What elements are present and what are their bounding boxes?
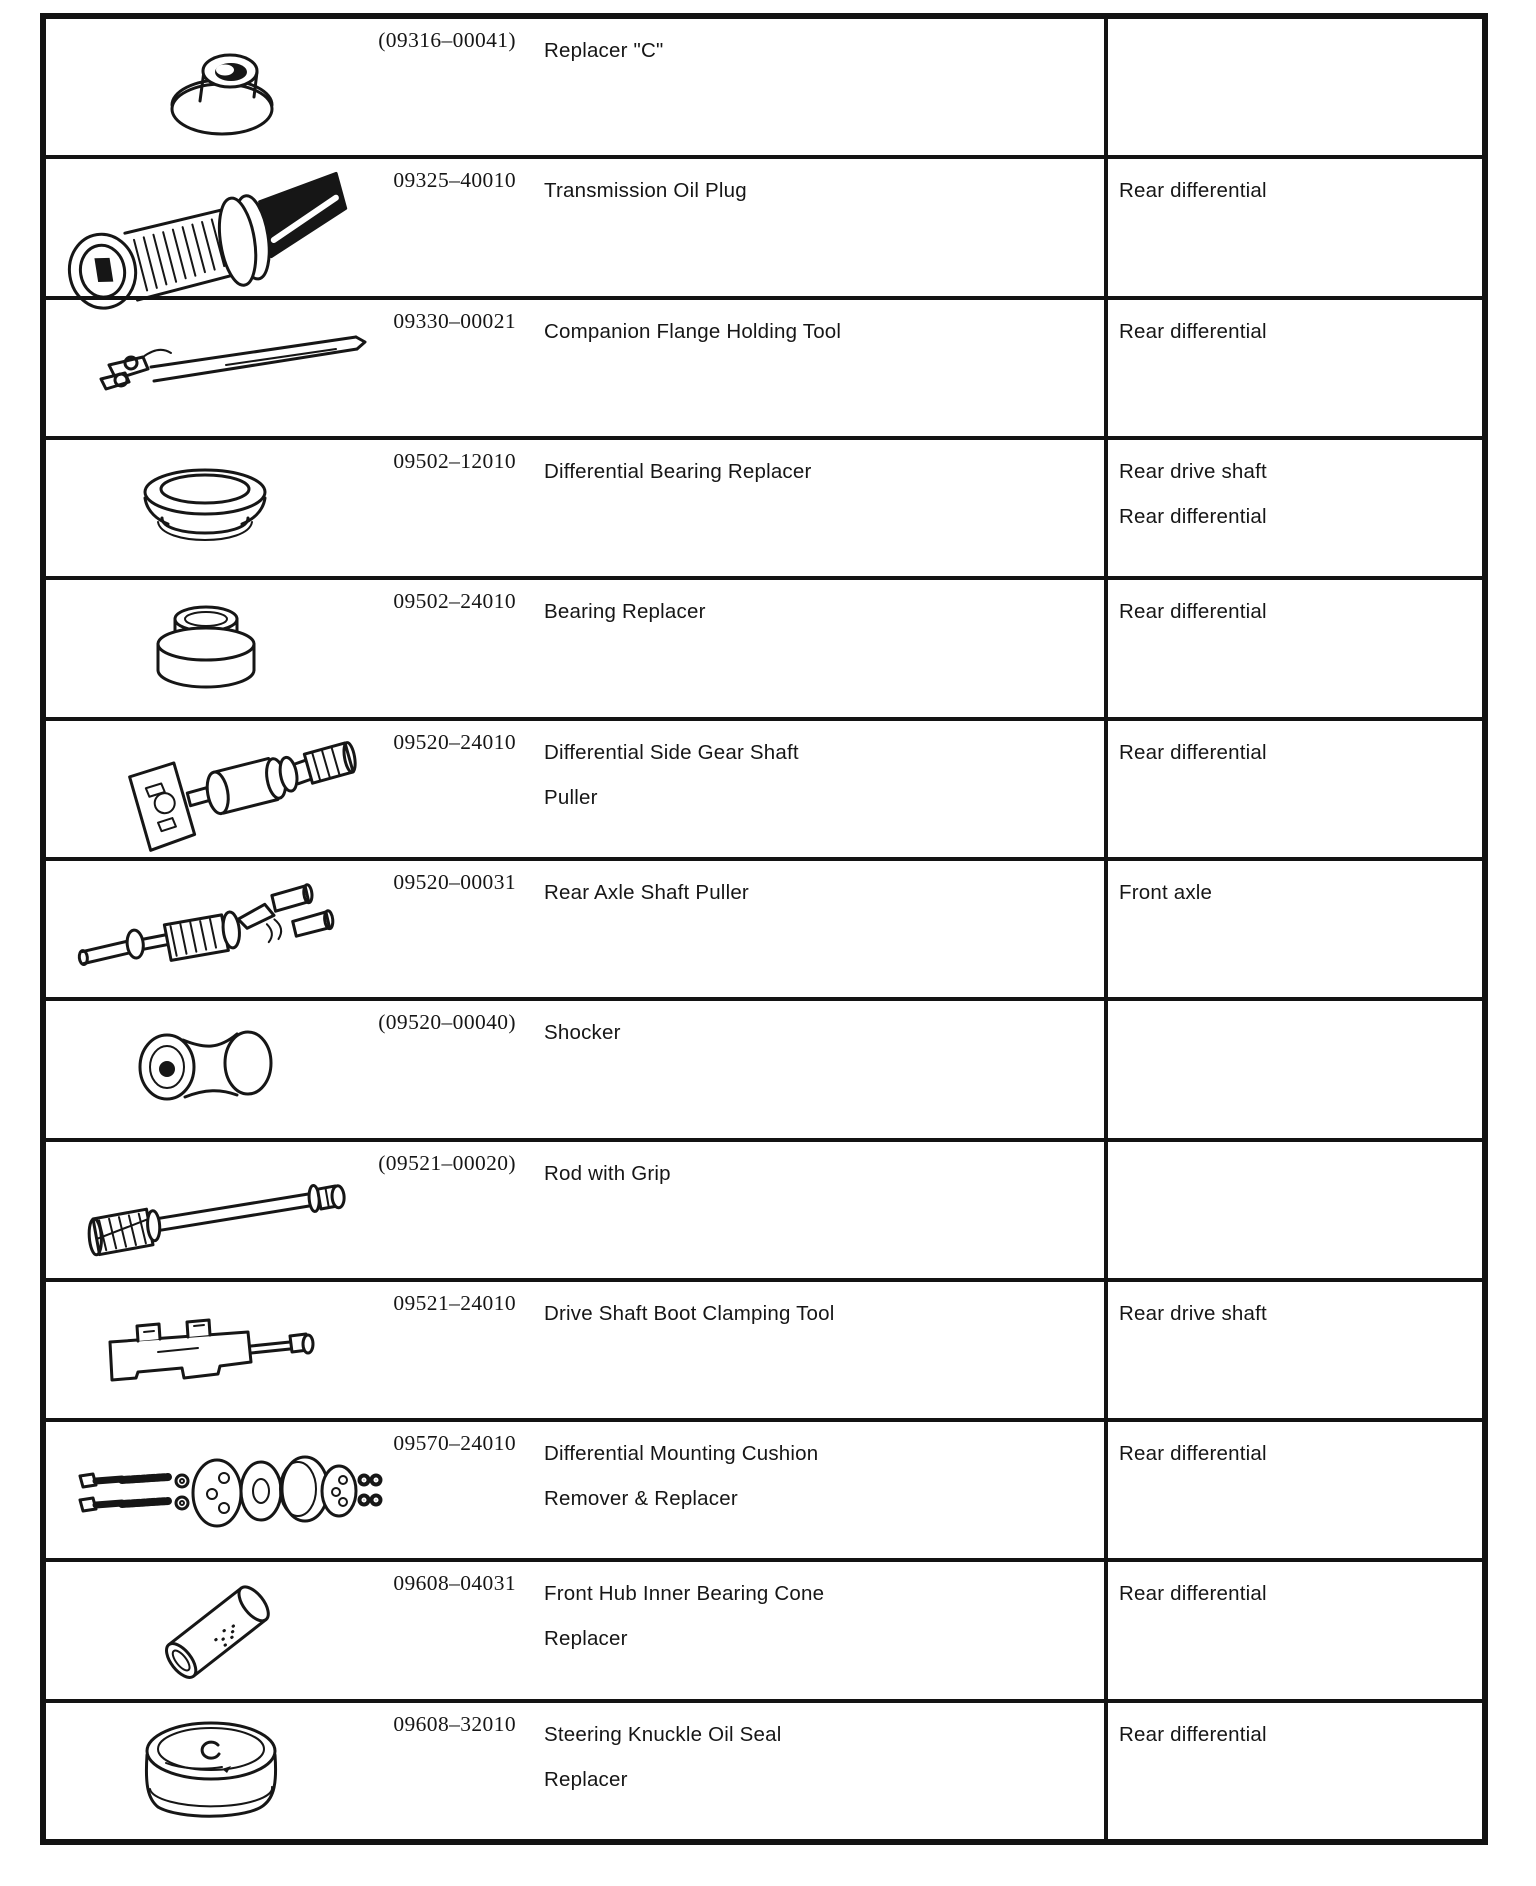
application-cell [1104, 300, 1482, 436]
part-number: 09521–24010 [393, 1290, 516, 1315]
table-row [46, 576, 1482, 716]
application-line: Rear differential [1119, 600, 1267, 624]
axle-shaft-puller-illustration [71, 873, 376, 973]
tool-name [544, 589, 706, 634]
tool-cell [46, 861, 1104, 997]
part-number: 09520–00031 [393, 869, 516, 894]
tool-name [544, 1431, 818, 1521]
application-line: Rear differential [1119, 319, 1267, 343]
application-line: Rear differential [1119, 179, 1267, 203]
part-number: 09608–04031 [393, 1571, 516, 1596]
tool-name-line: Replacer [544, 1627, 628, 1651]
sst-table [40, 13, 1488, 1845]
application-cell [1104, 159, 1482, 295]
tool-name-line: Rod with Grip [544, 1161, 671, 1185]
oil-seal-replacer-cup-illustration [138, 1717, 288, 1827]
tool-name [544, 309, 841, 354]
application-cell [1104, 440, 1482, 576]
part-number: (09316–00041) [378, 28, 516, 52]
application-cell [1104, 1001, 1482, 1137]
tool-name [544, 730, 799, 820]
application-cell [1104, 1282, 1482, 1418]
tool-cell [46, 300, 1104, 436]
tool-name-line: Drive Shaft Boot Clamping Tool [544, 1301, 835, 1325]
tool-name [544, 1291, 835, 1336]
tool-name [544, 1571, 824, 1661]
tool-cell [46, 19, 1104, 155]
stepped-bearing-replacer-illustration [144, 598, 269, 693]
table-row [46, 1418, 1482, 1558]
tool-name-line: Steering Knuckle Oil Seal [544, 1722, 782, 1746]
table-row [46, 857, 1482, 997]
tool-name-line: Rear Axle Shaft Puller [544, 880, 749, 904]
tool-name-line: Companion Flange Holding Tool [544, 319, 842, 343]
replacer-c-illustration [164, 45, 284, 140]
tool-cell [46, 1562, 1104, 1698]
table-row [46, 1138, 1482, 1278]
bearing-replacer-ring-illustration [138, 462, 273, 554]
table-row [46, 1558, 1482, 1698]
tool-name-line: Front Hub Inner Bearing Cone [544, 1582, 825, 1606]
tool-cell [46, 159, 1104, 295]
tool-name-line: Bearing Replacer [544, 600, 706, 624]
application-cell [1104, 580, 1482, 716]
application-line: Rear differential [1119, 740, 1267, 764]
bearing-cone-sleeve-illustration [141, 1572, 291, 1692]
application-cell [1104, 1142, 1482, 1278]
tool-cell [46, 1422, 1104, 1558]
application-cell [1104, 861, 1482, 997]
table-row [46, 155, 1482, 295]
table-row [46, 436, 1482, 576]
application-line: Rear drive shaft [1119, 459, 1267, 483]
application-line: Front axle [1119, 880, 1213, 904]
tool-cell [46, 580, 1104, 716]
application-line: Rear differential [1119, 1722, 1267, 1746]
tool-name-line: Replacer [544, 1767, 628, 1791]
tool-name [544, 1010, 621, 1055]
table-row [46, 997, 1482, 1137]
tool-cell [46, 1282, 1104, 1418]
transmission-oil-plug-illustration [54, 167, 354, 307]
part-number: 09520–24010 [393, 729, 516, 754]
application-line: Rear differential [1119, 1442, 1267, 1466]
boot-clamping-tool-illustration [98, 1300, 343, 1390]
application-line: Rear differential [1119, 504, 1267, 528]
part-number: 09570–24010 [393, 1431, 516, 1456]
tool-name-line: Shocker [544, 1021, 621, 1045]
table-row [46, 296, 1482, 436]
application-cell [1104, 19, 1482, 155]
application-line: Rear differential [1119, 1582, 1267, 1606]
application-cell [1104, 1703, 1482, 1839]
tool-name-line: Differential Bearing Replacer [544, 459, 812, 483]
part-number: (09520–00040) [378, 1010, 516, 1035]
tool-cell [46, 1142, 1104, 1278]
tool-cell [46, 721, 1104, 857]
tool-name-line: Transmission Oil Plug [544, 179, 747, 203]
application-cell [1104, 1562, 1482, 1698]
part-number: 09608–32010 [393, 1711, 516, 1736]
part-number: 09502–24010 [393, 589, 516, 614]
cushion-remover-set-illustration [74, 1450, 384, 1550]
application-line: Rear drive shaft [1119, 1301, 1267, 1325]
tool-name [544, 870, 749, 915]
table-row [46, 19, 1482, 155]
tool-cell [46, 440, 1104, 576]
part-number: 09330–00021 [393, 308, 516, 333]
application-cell [1104, 721, 1482, 857]
table-row [46, 1699, 1482, 1839]
tool-name [544, 449, 812, 494]
tool-name-line: Replacer "C" [544, 39, 664, 62]
tool-name [544, 1712, 781, 1802]
tool-name-line: Puller [544, 785, 598, 809]
application-cell [1104, 1422, 1482, 1558]
part-number: 09502–12010 [393, 448, 516, 473]
part-number: 09325–40010 [393, 168, 516, 193]
tool-name [544, 1151, 671, 1196]
tool-name-line: Remover & Replacer [544, 1487, 738, 1511]
tool-name [544, 28, 664, 73]
tool-cell [46, 1001, 1104, 1137]
flange-holding-tool-illustration [91, 325, 376, 407]
rod-with-grip-illustration [81, 1154, 366, 1259]
tool-name [544, 168, 747, 213]
table-row [46, 1278, 1482, 1418]
part-number: (09521–00020) [378, 1150, 516, 1175]
tool-name-line: Differential Side Gear Shaft [544, 740, 799, 764]
tool-cell [46, 1703, 1104, 1839]
table-row [46, 717, 1482, 857]
side-gear-shaft-puller-illustration [104, 729, 369, 839]
shocker-illustration [131, 1017, 281, 1109]
tool-name-line: Differential Mounting Cushion [544, 1442, 819, 1466]
